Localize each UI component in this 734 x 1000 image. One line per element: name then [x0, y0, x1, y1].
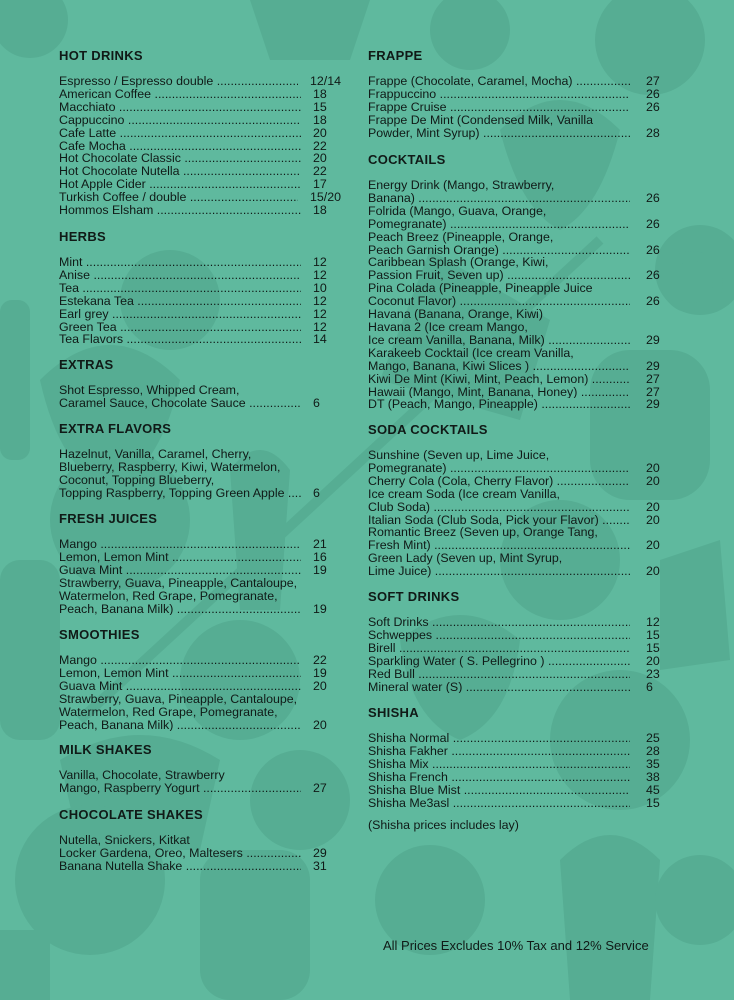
menu-item-price: 35 [646, 756, 660, 771]
menu-item-name: Havana (Banana, Orange, Kiwi) Havana 2 (Ice cream Mango, Ice cream Vanilla, Banana, Milk) ..... [368, 308, 630, 347]
menu-item [368, 668, 664, 681]
menu-item-name: Tea ..... [59, 282, 301, 295]
menu-item [368, 488, 664, 514]
menu-item-price: 29 [646, 397, 660, 412]
menu-item-name: Shisha Me3asl ..... [368, 797, 630, 810]
menu-section-extra-flavors [59, 421, 341, 500]
menu-item-price: 20 [646, 460, 660, 475]
menu-item-name: Kiwi De Mint (Kiwi, Mint, Peach, Lemon) ..... [368, 373, 630, 386]
menu-item-name: Hazelnut, Vanilla, Caramel, Cherry, Blueberry, Raspberry, Kiwi, Watermelon, Coconut, Topping Blueberry, Topping Raspberry, Topping Green Apple ..... [59, 448, 301, 500]
menu-item-name: Shisha Fakher ..... [368, 745, 630, 758]
menu-section-chocolate-shakes [59, 807, 341, 873]
menu-item [59, 384, 341, 410]
menu-item [368, 256, 664, 282]
tax-service-note: All Prices Excludes 10% Tax and 12% Service [383, 938, 649, 953]
menu-item [59, 178, 341, 191]
menu-item [368, 373, 664, 386]
menu-item-name: Shisha Blue Mist ..... [368, 784, 630, 797]
menu-item [368, 745, 664, 758]
menu-item-price: 29 [646, 358, 660, 373]
section-title: COCKTAILS [368, 152, 446, 167]
menu-item-name: Hommos Elsham ..... [59, 204, 301, 217]
menu-item-name: Strawberry, Guava, Pineapple, Cantaloupe, Watermelon, Red Grape, Pomegranate, Peach, Banana Milk) ..... [59, 577, 301, 616]
menu-item-name: Ice cream Soda (Ice cream Vanilla, Club Soda) ..... [368, 488, 630, 514]
menu-item-price: 20 [313, 678, 327, 693]
menu-item-name: Peach Breez (Pineapple, Orange, Peach Garnish Orange) ..... [368, 231, 630, 257]
menu-section-cocktails [368, 152, 664, 411]
section-title: SOFT DRINKS [368, 589, 460, 604]
menu-item-price: 12 [313, 255, 327, 269]
menu-item-name: Mint ..... [59, 256, 301, 269]
menu-section-soft-drinks [368, 589, 664, 693]
menu-item [59, 769, 341, 795]
menu-item [59, 114, 341, 127]
menu-item-name: Lemon, Lemon Mint ..... [59, 551, 301, 564]
menu-item [368, 88, 664, 101]
menu-item [59, 295, 341, 308]
menu-item-price: 15 [646, 627, 660, 642]
menu-item [59, 152, 341, 165]
menu-item-name: Cafe Latte ..... [59, 127, 301, 140]
menu-item-price: 25 [646, 731, 660, 745]
menu-item-name: Mango ..... [59, 538, 301, 551]
menu-item [59, 256, 341, 269]
menu-item-price: 21 [313, 537, 327, 551]
menu-item-name: Green Lady (Seven up, Mint Syrup, Lime Juice) ..... [368, 552, 630, 578]
menu-item [59, 321, 341, 334]
menu-item-name: Sparkling Water ( S. Pellegrino ) ..... [368, 655, 630, 668]
menu-item-price: 26 [646, 242, 660, 257]
menu-item [59, 564, 341, 577]
menu-item-name: American Coffee ..... [59, 88, 301, 101]
menu-item [368, 655, 664, 668]
section-title: EXTRAS [59, 357, 114, 372]
menu-item [368, 101, 664, 114]
menu-item [368, 205, 664, 231]
menu-item-price: 20 [646, 653, 660, 668]
menu-item [368, 514, 664, 527]
menu-item [59, 551, 341, 564]
menu-item [59, 577, 341, 616]
menu-item-price: 29 [646, 332, 660, 347]
menu-item [59, 448, 341, 500]
menu-item [368, 642, 664, 655]
menu-item-price: 27 [313, 780, 327, 795]
menu-section-herbs [59, 229, 341, 346]
menu-item-name: Hot Chocolate Nutella ..... [59, 165, 301, 178]
menu-item-price: 15 [313, 99, 327, 114]
menu-item-name: Vanilla, Chocolate, Strawberry Mango, Raspberry Yogurt ..... [59, 769, 301, 795]
menu-item [59, 282, 341, 295]
menu-item [59, 680, 341, 693]
menu-item [59, 269, 341, 282]
menu-item-price: 26 [646, 294, 660, 309]
menu-item-name: Birell ..... [368, 642, 630, 655]
menu-item-name: Shisha French ..... [368, 771, 630, 784]
menu-item [59, 127, 341, 140]
menu-item [368, 449, 664, 475]
menu-item-price: 27 [646, 384, 660, 399]
menu-item-price: 16 [313, 549, 327, 564]
menu-item-name: Anise ..... [59, 269, 301, 282]
menu-item-price: 12 [646, 615, 660, 629]
menu-item-price: 38 [646, 769, 660, 784]
menu-item [59, 204, 341, 217]
menu-item-name: Caribbean Splash (Orange, Kiwi, Passion Fruit, Seven up) ..... [368, 256, 630, 282]
section-title: FRESH JUICES [59, 511, 158, 526]
menu-item [59, 101, 341, 114]
menu-item [368, 347, 664, 373]
menu-item-price: 26 [646, 99, 660, 114]
section-title: HERBS [59, 229, 107, 244]
menu-item-price: 20 [646, 538, 660, 553]
menu-item-name: Frappe (Chocolate, Caramel, Mocha) ..... [368, 75, 630, 88]
menu-item-name: Karakeeb Cocktail (Ice cream Vanilla, Mango, Banana, Kiwi Slices ) ..... [368, 347, 630, 373]
menu-item [59, 834, 341, 860]
menu-item-price: 26 [646, 86, 660, 101]
menu-item-name: Tea Flavors ..... [59, 333, 301, 346]
menu-section-extras [59, 357, 341, 410]
menu-item-name: Lemon, Lemon Mint ..... [59, 667, 301, 680]
menu-item [59, 654, 341, 667]
section-title: CHOCOLATE SHAKES [59, 807, 203, 822]
menu-item-name: Folrida (Mango, Guava, Orange, Pomegranate) ..... [368, 205, 630, 231]
menu-item-name: Hot Chocolate Classic ..... [59, 152, 301, 165]
menu-item-name: DT (Peach, Mango, Pineapple) ..... [368, 398, 630, 411]
menu-item [368, 771, 664, 784]
menu-item-price: 23 [646, 666, 660, 681]
menu-section-shisha [368, 705, 664, 832]
menu-item-price: 27 [646, 371, 660, 386]
menu-item-name: Banana Nutella Shake ..... [59, 860, 301, 873]
menu-item-price: 29 [313, 845, 327, 860]
menu-item-name: Sunshine (Seven up, Lime Juice, Pomegranate) ..... [368, 449, 630, 475]
section-note: (Shisha prices includes lay) [368, 818, 519, 833]
section-title: MILK SHAKES [59, 742, 152, 757]
menu-item [368, 475, 664, 488]
menu-item-price: 20 [646, 473, 660, 488]
menu-item-price: 12/14 [309, 74, 341, 88]
section-title: FRAPPE [368, 48, 423, 63]
menu-item-name: Red Bull ..... [368, 668, 630, 681]
menu-item-name: Estekana Tea ..... [59, 295, 301, 308]
menu-item-name: Cafe Mocha ..... [59, 140, 301, 153]
menu-item-name: Italian Soda (Club Soda, Pick your Flavor) ..... [368, 514, 630, 527]
menu-item [59, 165, 341, 178]
menu-item-name: Hot Apple Cider ..... [59, 178, 301, 191]
menu-item [368, 732, 664, 745]
menu-item [368, 179, 664, 205]
menu-item-price: 19 [313, 562, 327, 577]
menu-item-price: 15 [646, 640, 660, 655]
menu-item [59, 75, 341, 88]
menu-item-price: 18 [313, 203, 327, 218]
menu-item-name: Cappuccino ..... [59, 114, 301, 127]
menu-item [368, 75, 664, 88]
menu-item [368, 386, 664, 399]
menu-item-name: Romantic Breez (Seven up, Orange Tang, Fresh Mint) ..... [368, 526, 630, 552]
menu-item-price: 22 [313, 138, 327, 153]
menu-section-fresh-juices [59, 511, 341, 615]
menu-item-price: 26 [646, 216, 660, 231]
menu-item-name: Mineral water (S) ..... [368, 681, 630, 694]
menu-item [368, 797, 664, 810]
menu-item-name: Hawaii (Mango, Mint, Banana, Honey) ..... [368, 386, 630, 399]
menu-item [368, 114, 664, 140]
menu-item-price: 10 [313, 280, 327, 295]
menu-item-price: 20 [313, 151, 327, 166]
menu-item-price: 22 [313, 164, 327, 179]
menu-item [368, 616, 664, 629]
menu-item-name: Schweppes ..... [368, 629, 630, 642]
menu-item [368, 308, 664, 347]
menu-item-price: 45 [646, 782, 660, 797]
menu-item-price: 15 [646, 795, 660, 810]
menu-item-price: 31 [313, 858, 327, 873]
menu-item [59, 88, 341, 101]
menu-item [368, 398, 664, 411]
section-title: SMOOTHIES [59, 627, 140, 642]
menu-item-price: 20 [646, 512, 660, 527]
section-title: HOT DRINKS [59, 48, 143, 63]
menu-item [59, 333, 341, 346]
menu-item-price: 19 [313, 601, 327, 616]
menu-item-name: Frappe De Mint (Condensed Milk, Vanilla Powder, Mint Syrup) ..... [368, 114, 630, 140]
section-title: SHISHA [368, 705, 419, 720]
menu-item-name: Espresso / Espresso double ..... [59, 75, 298, 88]
menu-item-name: Soft Drinks ..... [368, 616, 630, 629]
menu-item-price: 12 [313, 293, 327, 308]
menu-section-hot-drinks [59, 48, 341, 217]
menu-item-name: Shisha Mix ..... [368, 758, 630, 771]
menu-item-price: 12 [313, 306, 327, 321]
menu-item [368, 681, 664, 694]
menu-item-price: 12 [313, 267, 327, 282]
menu-section-smoothies [59, 627, 341, 731]
menu-item-price: 6 [313, 485, 320, 500]
menu-item-price: 28 [646, 743, 660, 758]
menu-item-price: 20 [646, 564, 660, 579]
menu-item [368, 552, 664, 578]
section-title: EXTRA FLAVORS [59, 421, 172, 436]
menu-item [59, 308, 341, 321]
menu-item-price: 26 [646, 268, 660, 283]
menu-item-name: Shot Espresso, Whipped Cream, Caramel Sauce, Chocolate Sauce ..... [59, 384, 301, 410]
menu-item-price: 19 [313, 665, 327, 680]
menu-item [59, 667, 341, 680]
menu-item-price: 20 [313, 125, 327, 140]
menu-item-name: Green Tea ..... [59, 321, 301, 334]
menu-item-price: 22 [313, 653, 327, 667]
menu-item-price: 27 [646, 74, 660, 88]
menu-item [59, 860, 341, 873]
menu-item-price: 14 [313, 332, 327, 347]
menu-item-name: Macchiato ..... [59, 101, 301, 114]
menu-item-price: 26 [646, 190, 660, 205]
menu-item-price: 28 [646, 125, 660, 140]
menu-item-name: Strawberry, Guava, Pineapple, Cantaloupe, Watermelon, Red Grape, Pomegranate, Peach, Banana Milk) ..... [59, 693, 301, 732]
menu-item-price: 15/20 [309, 190, 341, 205]
menu-item-name: Pina Colada (Pineapple, Pineapple Juice Coconut Flavor) ..... [368, 282, 630, 308]
menu-item-price: 17 [313, 177, 327, 192]
menu-item-name: Guava Mint ..... [59, 564, 301, 577]
menu-item [59, 693, 341, 732]
menu-item-price: 20 [313, 717, 327, 732]
menu-section-soda-cocktails [368, 422, 664, 578]
menu-item-name: Frappuccino ..... [368, 88, 630, 101]
menu-item [368, 526, 664, 552]
menu-item-name: Turkish Coffee / double ..... [59, 191, 298, 204]
menu-section-frappe [368, 48, 664, 140]
menu-item-name: Energy Drink (Mango, Strawberry, Banana) ..... [368, 179, 630, 205]
menu-item [59, 140, 341, 153]
menu-item-price: 18 [313, 112, 327, 127]
menu-section-milk-shakes [59, 742, 341, 795]
section-title: SODA COCKTAILS [368, 422, 488, 437]
menu-item-name: Cherry Cola (Cola, Cherry Flavor) ..... [368, 475, 630, 488]
menu-item [59, 538, 341, 551]
menu-item [59, 191, 341, 204]
menu-item-price: 20 [646, 499, 660, 514]
menu-item [368, 758, 664, 771]
menu-item-price: 6 [313, 395, 320, 410]
menu-item [368, 282, 664, 308]
menu-item [368, 231, 664, 257]
menu-item-name: Mango ..... [59, 654, 301, 667]
menu-item [368, 784, 664, 797]
menu-item-price: 12 [313, 319, 327, 334]
menu-item-name: Nutella, Snickers, Kitkat Locker Gardena, Oreo, Maltesers ..... [59, 834, 301, 860]
menu-item-price: 6 [646, 679, 653, 694]
menu-item-name: Frappe Cruise ..... [368, 101, 630, 114]
menu-item-name: Earl grey ..... [59, 308, 301, 321]
menu-item-price: 18 [313, 86, 327, 101]
menu-item [368, 629, 664, 642]
menu-item-name: Shisha Normal ..... [368, 732, 630, 745]
menu-item-name: Guava Mint ..... [59, 680, 301, 693]
